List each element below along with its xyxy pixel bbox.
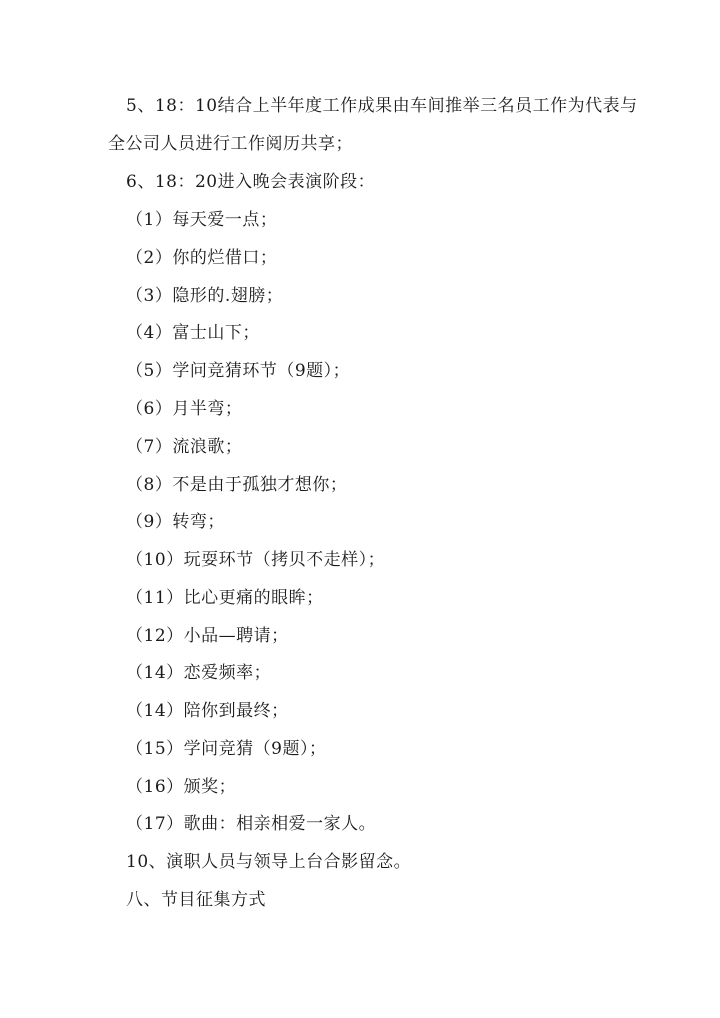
program-item: （4）富士山下； <box>126 323 260 343</box>
item-5-line-2: 全公司人员进行工作阅历共享； <box>108 134 353 154</box>
program-item: （14）陪你到最终； <box>126 701 289 721</box>
program-item: （5）学问竞猜环节（9题）； <box>126 361 351 381</box>
program-item: （7）流浪歌； <box>126 437 243 457</box>
program-item: （16）颁奖； <box>126 777 237 797</box>
program-item: （10）玩耍环节（拷贝不走样）； <box>126 550 386 570</box>
program-item: （11）比心更痛的眼眸； <box>126 588 324 608</box>
program-item: （17）歌曲：相亲相爱一家人。 <box>126 814 377 834</box>
program-item: （15）学问竞猜（9题）； <box>126 739 327 759</box>
program-item: （9）转弯； <box>126 512 225 532</box>
program-item: （3）隐形的.翅膀； <box>126 286 284 306</box>
program-item: （6）月半弯； <box>126 399 243 419</box>
program-item: （12）小品—聘请； <box>126 626 289 646</box>
item-5-line-1: 5、18：10结合上半年度工作成果由车间推举三名员工作为代表与 <box>126 96 638 116</box>
program-item: （14）恋爱频率； <box>126 663 272 683</box>
section-8-heading: 八、节目征集方式 <box>126 890 266 910</box>
program-item: （2）你的烂借口； <box>126 248 278 268</box>
item-6-heading: 6、18：20进入晚会表演阶段： <box>126 172 376 192</box>
item-10: 10、演职人员与领导上台合影留念。 <box>126 852 412 872</box>
program-item: （1）每天爱一点； <box>126 210 278 230</box>
program-item: （8）不是由于孤独才想你； <box>126 475 348 495</box>
